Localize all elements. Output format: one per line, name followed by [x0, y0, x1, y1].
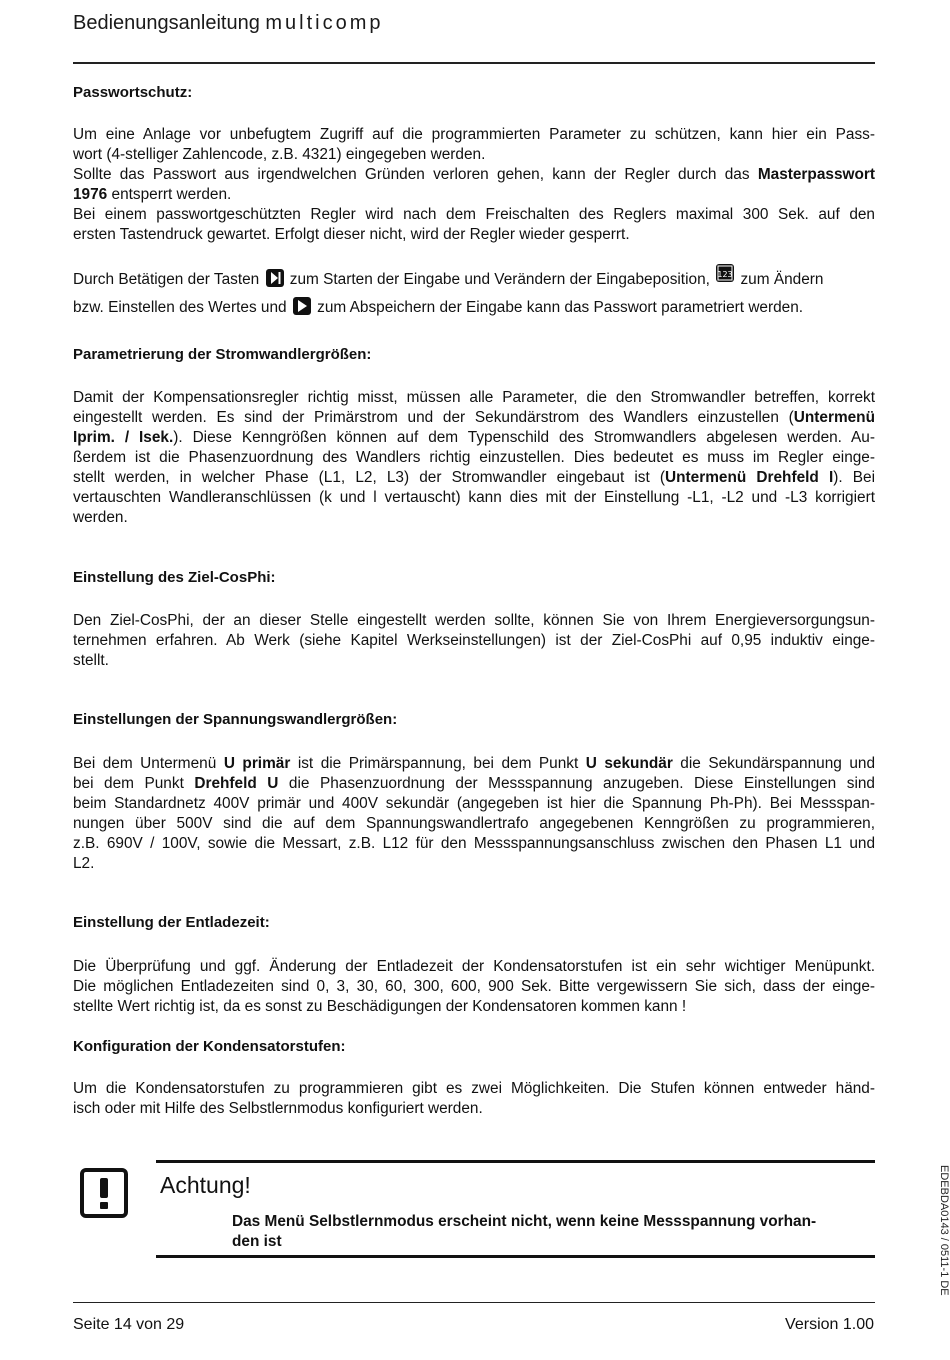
document-header [73, 12, 384, 35]
play-key-icon [293, 297, 311, 315]
heading-spannungswandler: Einstellungen der Spannungswandlergrößen: [73, 711, 398, 728]
paragraph-entladezeit [73, 957, 875, 1017]
text-line [73, 754, 875, 774]
text-line: ßerdem ist die Phasenzuordnung des Wandlers richtig einzustellen. Dies bedeutet es muss im Regler einge- [73, 449, 875, 466]
text-line: stellte Wert richtig ist, da es sonst zu Beschädigungen der Kondensatoren kommen kann ! [73, 998, 687, 1015]
text-line [73, 185, 875, 205]
text-bold: Untermenü Drehfeld I [665, 469, 834, 486]
master-password-label: Masterpasswort [757, 166, 875, 183]
text-span: zum Ändern [736, 271, 824, 288]
master-password-value: 1976 [73, 186, 108, 203]
brand-name: multicomp [265, 12, 384, 34]
text-line: stellt. [73, 652, 109, 669]
text-line: den ist [232, 1233, 282, 1250]
text-line: ersten Tastendruck gewartet. Erfolgt dieser nicht, wird der Regler wieder gesperrt. [73, 226, 630, 243]
text-line: werden. [73, 509, 128, 526]
text-span: entsperrt werden. [107, 186, 232, 203]
text-line: nungen über 500V sind die auf dem Spannungswandlertrafo angegebenen Kenngrößen zu programmieren, [73, 815, 875, 832]
text-line: Um die Kondensatorstufen zu programmieren gibt es zwei Möglichkeiten. Die Stufen können entweder händ- [73, 1080, 875, 1097]
document-code: EDEBDA0143 / 0511-1 DE [938, 1165, 950, 1296]
text-span: die Phasenzuordnung der Messspannung anzugeben. Diese Einstellungen sind [278, 775, 875, 792]
text-line: L2. [73, 855, 95, 872]
text-line: Das Menü Selbstlernmodus erscheint nicht, wenn keine Messspannung vorhan- [232, 1213, 817, 1230]
text-span: ist die Primärspannung, bei dem Punkt [290, 755, 586, 772]
paragraph-stromwandler [73, 388, 875, 528]
heading-entladezeit: Einstellung der Entladezeit: [73, 914, 270, 931]
warning-bottom-rule [156, 1255, 875, 1258]
text-line: Bei einem passwortgeschützten Regler wird nach dem Freischalten des Reglers maximal 300 Sek. auf den [73, 206, 875, 223]
text-span: ). Diese Kenngrößen können auf dem Typenschild des Stromwandlers abgelesen werden. Au- [173, 429, 875, 446]
text-line [73, 468, 875, 488]
text-line: wort (4-stelliger Zahlencode, z.B. 4321) eingegeben werden. [73, 146, 486, 163]
text-span: bzw. Einstellen des Wertes und [73, 299, 291, 316]
text-line [73, 165, 875, 185]
warning-text [232, 1212, 872, 1252]
header-title: Bedienungsanleitung [73, 12, 260, 34]
text-line: Die Überprüfung und ggf. Änderung der Entladezeit der Kondensatorstufen ist ein sehr wichtiger Menüpunkt. [73, 958, 875, 975]
svg-text:123: 123 [717, 270, 733, 279]
text-span: eingestellt werden. Es sind der Primärstrom und der Sekundärstrom des Wandlers einzustellen ( [73, 409, 794, 426]
text-line: z.B. 690V / 100V, sowie die Messart, z.B. L12 für den Messspannungsanschluss zwischen den Phasen L1 und [73, 835, 875, 852]
text-bold: U primär [223, 755, 291, 772]
text-line: isch oder mit Hilfe des Selbstlernmodus konfiguriert werden. [73, 1100, 483, 1117]
text-span: Bei dem Untermenü [73, 755, 224, 772]
numeric-key-icon [716, 264, 734, 282]
heading-stromwandler: Parametrierung der Stromwandlergrößen: [73, 346, 372, 363]
text-bold: Drehfeld U [194, 775, 279, 792]
text-span: Sollte das Passwort aus irgendwelchen Gründen verloren gehen, kann der Regler durch das [73, 166, 758, 183]
warning-title: Achtung! [160, 1172, 251, 1198]
text-span: ). Bei [833, 469, 876, 486]
paragraph-cosphi [73, 611, 875, 671]
text-line: beim Standardnetz 400V primär und 400V sekundär (angegeben ist hier die Spannung Ph-Ph). Bei Messspan- [73, 795, 875, 812]
heading-cosphi: Einstellung des Ziel-CosPhi: [73, 569, 276, 586]
text-line: Die möglichen Entladezeiten sind 0, 3, 30, 60, 300, 600, 900 Sek. Bitte vergewissern Sie sich, dass der einge- [73, 978, 875, 995]
text-line [73, 264, 875, 294]
heading-passwortschutz: Passwortschutz: [73, 84, 193, 101]
heading-konfiguration: Konfiguration der Kondensatorstufen: [73, 1038, 346, 1055]
text-bold: Untermenü [793, 409, 875, 426]
text-bold: U sekundär [585, 755, 673, 772]
footer-rule [73, 1302, 875, 1303]
header-rule [73, 62, 875, 64]
text-line: Damit der Kompensationsregler richtig misst, müssen alle Parameter, die den Stromwandler betreffen, korrekt [73, 389, 875, 406]
text-line: vertauschten Wandleranschlüssen (k und l vertauscht) kann dies mit der Einstellung -L1, -L2 und -L3 korrigiert [73, 489, 875, 506]
text-line [73, 428, 875, 448]
text-line [73, 408, 875, 428]
text-span: Durch Betätigen der Tasten [73, 271, 264, 288]
text-bold: Iprim. / Isek. [73, 429, 174, 446]
paragraph-passwortschutz [73, 125, 875, 245]
text-span: zum Abspeichern der Eingabe kann das Passwort parametriert werden. [312, 299, 804, 316]
text-span: zum Starten der Eingabe und Verändern der Eingabeposition, [285, 271, 715, 288]
text-line: Den Ziel-CosPhi, der an dieser Stelle eingestellt werden sollte, können Sie von Ihrem Energieversorgungsun- [73, 612, 875, 629]
text-span: bei dem Punkt [73, 775, 195, 792]
paragraph-tasten [73, 264, 875, 322]
play-step-key-icon [266, 269, 284, 287]
warning-top-rule [156, 1160, 875, 1163]
text-span: stellt werden, in welcher Phase (L1, L2, L3) der Stromwandler eingebaut ist ( [73, 469, 666, 486]
text-line: ternehmen erfahren. Ab Werk (siehe Kapitel Werkseinstellungen) ist der Ziel-CosPhi auf 0,95 induktiv einge- [73, 632, 875, 649]
paragraph-spannungswandler [73, 754, 875, 874]
text-line [73, 774, 875, 794]
paragraph-konfiguration [73, 1079, 875, 1119]
page-number: Seite 14 von 29 [73, 1316, 185, 1333]
text-span: die Sekundärspannung und [672, 755, 876, 772]
exclamation-warning-icon [80, 1168, 128, 1218]
text-line: Um eine Anlage vor unbefugtem Zugriff auf die programmierten Parameter zu schützen, kann hier ein Pass- [73, 126, 875, 143]
text-line [73, 294, 875, 322]
version-label: Version 1.00 [785, 1316, 874, 1333]
